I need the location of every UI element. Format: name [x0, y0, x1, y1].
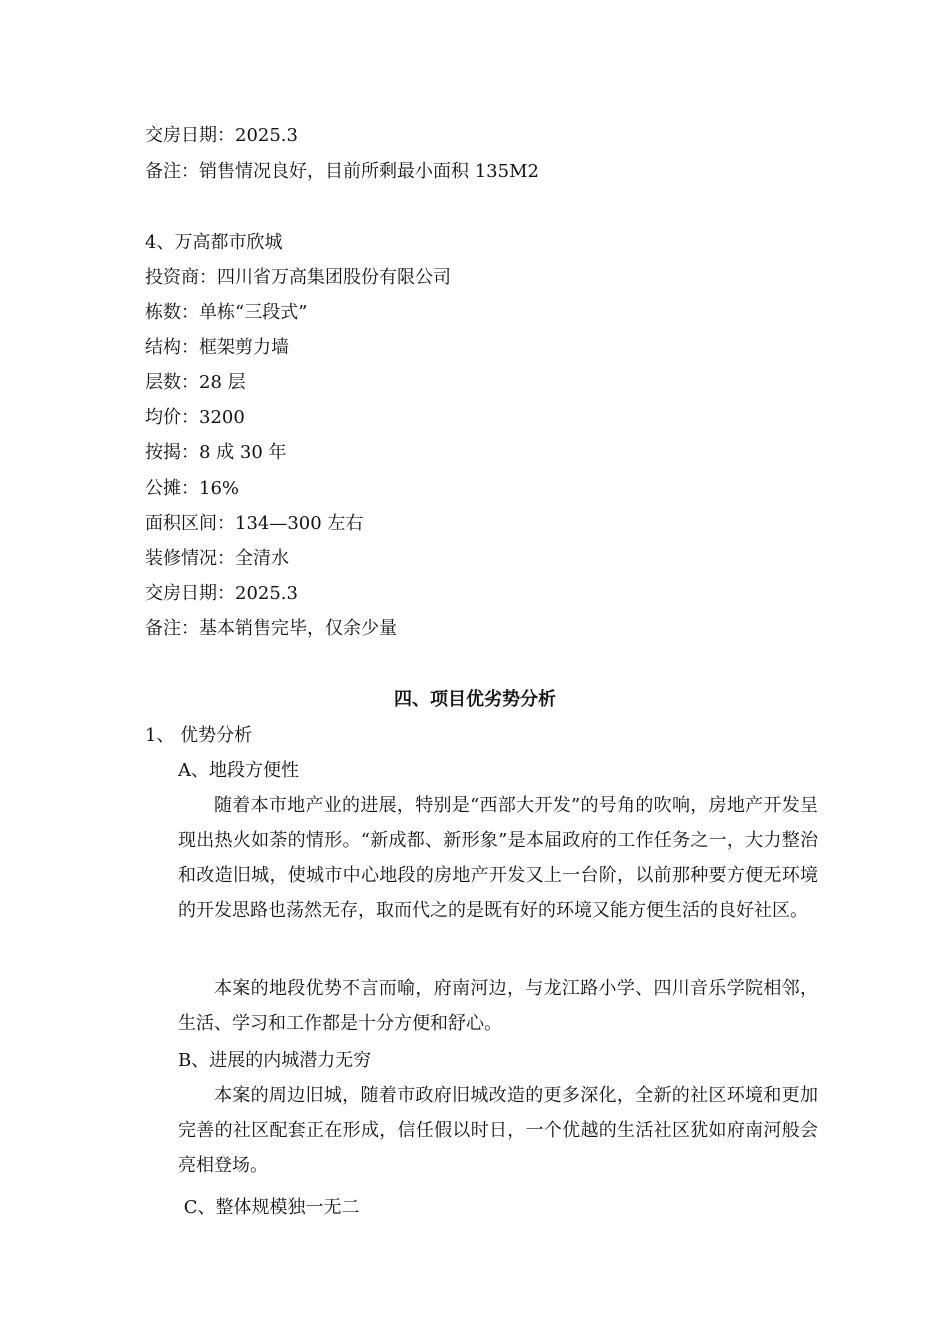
delivery-date-line: 交房日期：2025.3: [145, 125, 298, 146]
item-a-title: A、地段方便性: [178, 760, 299, 781]
mortgage-line: 按揭：8 成 30 年: [145, 442, 287, 463]
item-a-paragraph-2: 本案的地段优势不言而喻，府南河边，与龙江路小学、四川音乐学院相邻，生活、学习和工作都是十分方便和舒心。: [178, 978, 818, 1034]
item-c-title: C、整体规模独一无二: [178, 1197, 360, 1218]
sales-note-line-2: 备注：基本销售完毕，仅余少量: [145, 618, 397, 639]
section-heading: 四、项目优劣势分析: [394, 689, 556, 710]
delivery-date-line-2: 交房日期：2025.3: [145, 583, 298, 604]
item-b-title: B、进展的内城潜力无穷: [178, 1050, 372, 1071]
decoration-line: 装修情况：全清水: [145, 548, 289, 569]
item-a-paragraph-1: 随着本市地产业的进展，特别是“西部大开发”的号角的吹响，房地产开发呈现出热火如荼的情形。“新成都、新形象”是本届政府的工作任务之一，大力整治和改造旧城，使城市中心地段的房地产开发又上一台阶，以前那种要方便无环境的开发思路也荡然无存，取而代之的是既有好的环境又能方便生活的良好社区。: [178, 795, 818, 921]
buildings-line: 栋数：单栋“三段式”: [145, 302, 308, 323]
structure-line: 结构：框架剪力墙: [145, 337, 289, 358]
share-line: 公摊：16%: [145, 478, 240, 499]
project-title: 4、万高都市欣城: [145, 232, 283, 253]
floors-line: 层数：28 层: [145, 372, 246, 393]
sales-note-line: 备注：销售情况良好，目前所剩最小面积 135M2: [145, 161, 539, 182]
item-b-paragraph: 本案的周边旧城，随着市政府旧城改造的更多深化，全新的社区环境和更加完善的社区配套正在形成，信任假以时日，一个优越的生活社区犹如府南河般会亮相登场。: [178, 1085, 818, 1176]
area-range-line: 面积区间：134—300 左右: [145, 513, 364, 534]
price-line: 均价：3200: [145, 407, 245, 428]
investor-line: 投资商：四川省万高集团股份有限公司: [145, 267, 451, 288]
subsection-title: 1、 优势分析: [145, 725, 253, 746]
